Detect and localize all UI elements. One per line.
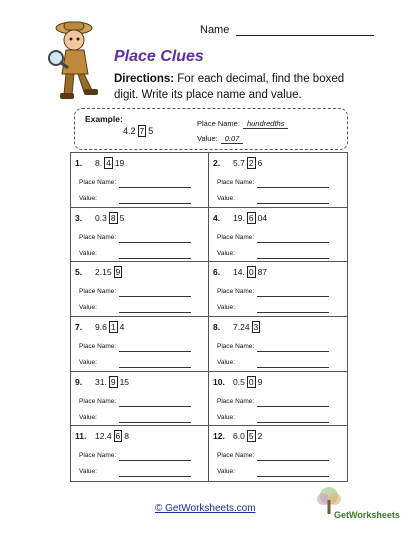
directions-text: For each decimal, find the boxed digit. Write its place name and value.: [114, 73, 345, 101]
value-label: Value:: [217, 359, 235, 366]
value-answer-line[interactable]: [257, 422, 329, 423]
value-label: Value:: [217, 468, 235, 476]
place-name-label: Place Name:: [217, 343, 255, 350]
place-name-answer-line[interactable]: [257, 296, 329, 297]
value-label: Value:: [79, 304, 97, 312]
problem-cell: [209, 317, 347, 372]
boxed-digit: 1: [110, 322, 116, 332]
digits-after: 8: [124, 431, 130, 442]
problem-decimal: [95, 267, 126, 277]
place-name-label: Place Name:: [79, 288, 117, 296]
digits-before: 0.3: [95, 212, 107, 223]
boxed-digit: 8: [110, 212, 116, 223]
place-name-label: Place Name:: [217, 397, 255, 405]
boxed-digit: 9: [110, 376, 116, 387]
problem-number: 8.: [213, 322, 221, 332]
digits-after: 9: [257, 376, 263, 387]
value-answer-line[interactable]: [119, 476, 191, 477]
example-place-name-answer: hundredths: [243, 119, 289, 129]
digits-before: 6.0: [233, 431, 245, 442]
boxed-digit: 5: [248, 431, 254, 442]
worksheet-title: Place Clues: [114, 48, 204, 65]
example-digits-before: 4.2: [123, 126, 136, 136]
name-line[interactable]: [236, 25, 374, 36]
example-place-name: [197, 119, 288, 129]
digits-after: 5: [119, 212, 125, 223]
problem-decimal: [233, 158, 264, 168]
digits-before: 14.: [233, 267, 245, 278]
value-answer-line[interactable]: [119, 312, 191, 313]
place-name-label: Place Name:: [79, 397, 117, 405]
problem-cell: [209, 153, 347, 208]
boxed-digit: 6: [248, 212, 254, 223]
place-name-answer-line[interactable]: [119, 460, 191, 461]
place-name-answer-line[interactable]: [119, 187, 191, 188]
problem-decimal: [233, 377, 264, 387]
value-label: Value:: [217, 304, 235, 312]
name-field: [200, 24, 374, 36]
value-answer-line[interactable]: [119, 258, 191, 259]
digits-after: 2: [257, 431, 263, 442]
boxed-digit: 0: [248, 267, 254, 278]
value-label: Value:: [79, 468, 97, 476]
problem-number: 1.: [75, 158, 83, 168]
problem-cell: [71, 317, 209, 372]
example-value-answer: 0.07: [221, 134, 244, 144]
value-label: Value:: [79, 359, 97, 366]
place-name-label: Place Name:: [217, 179, 255, 186]
place-name-label: Place Name:: [79, 452, 117, 460]
digits-before: 2.15: [95, 267, 112, 278]
value-answer-line[interactable]: [257, 476, 329, 477]
example-value: [197, 134, 243, 144]
problem-decimal: [95, 213, 126, 223]
footer-link[interactable]: © GetWorksheets.com: [155, 503, 256, 514]
problem-number: 4.: [213, 212, 221, 223]
place-name-label: Place Name:: [217, 288, 255, 296]
place-name-answer-line[interactable]: [257, 460, 329, 461]
digits-before: 12.4: [95, 431, 112, 442]
problem-number: 9.: [75, 376, 83, 387]
value-label: Value:: [217, 195, 235, 202]
example-boxed-digit: 7: [139, 126, 145, 136]
value-answer-line[interactable]: [119, 203, 191, 204]
place-name-answer-line[interactable]: [257, 406, 329, 407]
place-name-label: Place Name:: [217, 452, 255, 460]
problem-number: 3.: [75, 212, 83, 223]
place-name-label: Place Name:: [217, 233, 255, 241]
problem-number: 10.: [213, 376, 225, 387]
problem-grid: [70, 152, 348, 482]
value-label: Value:: [79, 413, 97, 421]
digits-before: 5.7: [233, 158, 245, 168]
problem-cell: [209, 208, 347, 263]
problem-decimal: [95, 158, 126, 168]
problem-cell: [209, 262, 347, 317]
problem-decimal: [95, 322, 126, 332]
problem-decimal: [233, 267, 269, 277]
place-name-answer-line[interactable]: [119, 351, 191, 352]
example-value-label: Value:: [197, 134, 218, 143]
place-name-answer-line[interactable]: [119, 406, 191, 407]
digits-before: 7.24: [233, 322, 250, 332]
place-name-answer-line[interactable]: [119, 296, 191, 297]
boxed-digit: 6: [115, 431, 121, 442]
digits-after: 4: [119, 322, 125, 332]
explorer-mascot-icon: [44, 18, 110, 102]
problem-number: 6.: [213, 267, 221, 278]
place-name-label: Place Name:: [79, 233, 117, 241]
boxed-digit: 4: [106, 158, 111, 168]
digits-after: 04: [257, 212, 268, 223]
digits-before: 31.: [95, 376, 107, 387]
problem-cell: [71, 153, 209, 208]
place-name-answer-line[interactable]: [257, 242, 329, 243]
digits-before: 19.: [233, 212, 245, 223]
boxed-digit: 0: [248, 376, 254, 387]
boxed-digit: 2: [248, 158, 254, 168]
problem-number: 7.: [75, 322, 83, 332]
value-label: Value:: [217, 249, 235, 257]
problem-decimal: [233, 322, 264, 332]
problem-cell: [71, 262, 209, 317]
digits-after: 87: [257, 267, 268, 278]
name-label: Name: [200, 24, 230, 36]
problem-cell: [71, 426, 209, 481]
value-label: Value:: [79, 195, 97, 202]
getworksheets-logo: [312, 486, 404, 526]
problem-number: 11.: [75, 431, 87, 442]
directions-label: Directions:: [114, 73, 175, 85]
problem-number: 2.: [213, 158, 221, 168]
example-label: Example:: [85, 114, 123, 124]
value-label: Value:: [217, 413, 235, 421]
place-name-answer-line[interactable]: [257, 351, 329, 352]
digits-after: 15: [119, 376, 130, 387]
value-answer-line[interactable]: [257, 367, 329, 368]
problem-cell: [209, 426, 347, 481]
example-digits-after: 5: [148, 126, 154, 136]
problem-cell: [71, 208, 209, 263]
place-name-answer-line[interactable]: [119, 242, 191, 243]
digits-before: 9.6: [95, 322, 107, 332]
boxed-digit: 3: [253, 322, 259, 332]
value-answer-line[interactable]: [257, 312, 329, 313]
example-number: [123, 126, 155, 136]
digits-before: 0.5: [233, 376, 245, 387]
digits-before: 8.: [95, 158, 103, 168]
problem-number: 12.: [213, 431, 225, 442]
logo-text: GetWorksheets: [334, 510, 400, 520]
value-answer-line[interactable]: [257, 203, 329, 204]
problem-number: 5.: [75, 267, 83, 278]
problem-cell: [71, 372, 209, 427]
digits-after: 19: [114, 158, 125, 168]
boxed-digit: 9: [115, 267, 121, 278]
example-box: [74, 108, 348, 150]
value-answer-line[interactable]: [119, 422, 191, 423]
problem-decimal: [233, 213, 269, 223]
place-name-label: Place Name:: [79, 343, 117, 350]
value-answer-line[interactable]: [119, 367, 191, 368]
problem-decimal: [95, 377, 131, 387]
problem-decimal: [233, 431, 264, 441]
digits-after: 6: [257, 158, 263, 168]
value-answer-line[interactable]: [257, 258, 329, 259]
place-name-answer-line[interactable]: [257, 187, 329, 188]
problem-cell: [209, 372, 347, 427]
directions: [114, 71, 369, 103]
value-label: Value:: [79, 249, 97, 257]
example-place-name-label: Place Name:: [197, 119, 240, 128]
problem-decimal: [95, 431, 131, 441]
place-name-label: Place Name:: [79, 179, 117, 186]
